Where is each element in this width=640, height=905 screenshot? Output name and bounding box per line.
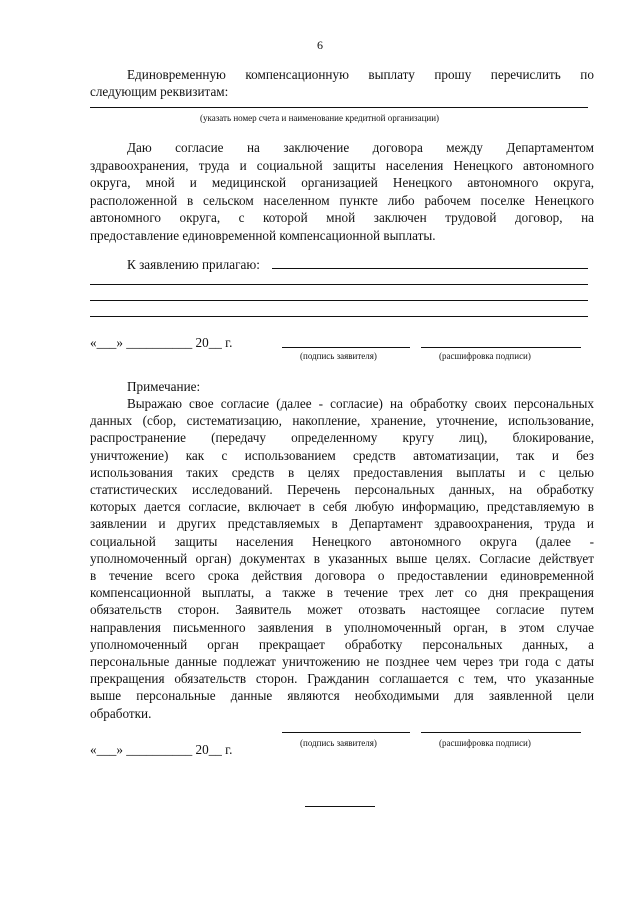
consent-line: автономного округа, с которой мной заключен трудовой договор, на <box>90 210 594 225</box>
note-line: прекращения обязательств сторон. Гражданин соглашается с тем, что указанные <box>90 671 594 687</box>
end-separator <box>305 806 375 807</box>
note-line: выше персональные данные являются необходимыми для заявленной цели <box>90 688 594 704</box>
page-number: 6 <box>317 38 323 52</box>
attachments-line <box>272 268 588 269</box>
signature-line <box>282 732 410 733</box>
note-line: уполномоченный орган прекращает обработку персональных данных, а <box>90 636 594 652</box>
attachments-line <box>90 300 588 301</box>
consent-last-line: предоставление единовременной компенсационной выплаты. <box>90 227 436 243</box>
note-line: персональные данные подлежат уничтожению не позднее чем через три года с даты <box>90 654 594 669</box>
note-line: Выражаю свое согласие (далее - согласие) на обработку своих персональных <box>127 396 594 411</box>
note-last-line: обработки. <box>90 705 152 721</box>
payment-word: выплату <box>368 67 415 82</box>
note-line: заявлении и других представляемых в Департамент здравоохранения, труда и <box>90 516 594 532</box>
date-field: «___» __________ 20__ г. <box>90 742 233 757</box>
signature-decode-line <box>421 732 581 733</box>
consent-line: округа, мной и медицинской организацией Ненецкого автономного округа, <box>90 175 594 190</box>
consent-line: здравоохранения, труда и социальной защиты населения Ненецкого автономного <box>90 157 594 173</box>
note-line: уполномоченный орган) документах в указанных выше целях. Согласие действует <box>90 550 594 566</box>
note-line: статистических исследований. Перечень персональных данных, на обработку <box>90 482 594 497</box>
attachments-line <box>90 316 588 317</box>
note-line: обязательств сторон. Заявитель может отозвать настоящее согласие путем <box>90 602 594 618</box>
payment-word: по <box>580 67 594 82</box>
attachments-line <box>90 284 588 285</box>
date-field: «___» __________ 20__ г. <box>90 335 233 350</box>
payment-word: компенсационную <box>245 67 349 82</box>
signature-decode-caption: (расшифровка подписи) <box>439 351 531 361</box>
signature-caption: (подпись заявителя) <box>300 738 377 748</box>
note-line: использования таких средств в целях предоставления выплаты и с целью <box>90 464 594 480</box>
note-line: в течение всего срока действия договора о предоставлении единовременной <box>90 568 594 583</box>
note-line: социальной защиты населения Ненецкого автономного округа (далее - <box>90 533 594 549</box>
signature-decode-caption: (расшифровка подписи) <box>439 738 531 748</box>
payment-word: прошу <box>434 67 472 82</box>
signature-line <box>282 347 410 348</box>
signature-decode-line <box>421 347 581 348</box>
bank-details-line <box>90 107 588 108</box>
payment-line-1 <box>127 66 594 83</box>
note-line: которых дается согласие, включает в себя любую информацию, представляемую в <box>90 499 594 515</box>
payment-word: перечислить <box>490 67 561 82</box>
note-line: направления письменного заявления в уполномоченный орган, в этом случае <box>90 619 594 635</box>
payment-line-2: следующим реквизитам: <box>90 84 229 99</box>
note-line: уничтожение) как с использованием средств автоматизации, так и без <box>90 447 594 463</box>
note-line: распространение (передачу определенному кругу лиц), блокирование, <box>90 430 594 446</box>
signature-caption: (подпись заявителя) <box>300 351 377 361</box>
consent-line: расположенной в сельском населенном пункте либо рабочем поселке Ненецкого <box>90 192 594 208</box>
note-line: данных (сбор, систематизацию, накопление, хранение, уточнение, использование, <box>90 413 594 429</box>
note-title: Примечание: <box>127 379 201 394</box>
consent-line: Даю согласие на заключение договора между Департаментом <box>127 140 594 155</box>
note-line: компенсационной выплаты, а также в течение трех лет со дня прекращения <box>90 585 594 601</box>
payment-word: Единовременную <box>127 67 226 82</box>
attachments-label: К заявлению прилагаю: <box>127 257 260 272</box>
bank-details-hint: (указать номер счета и наименование кредитной организации) <box>200 113 440 123</box>
